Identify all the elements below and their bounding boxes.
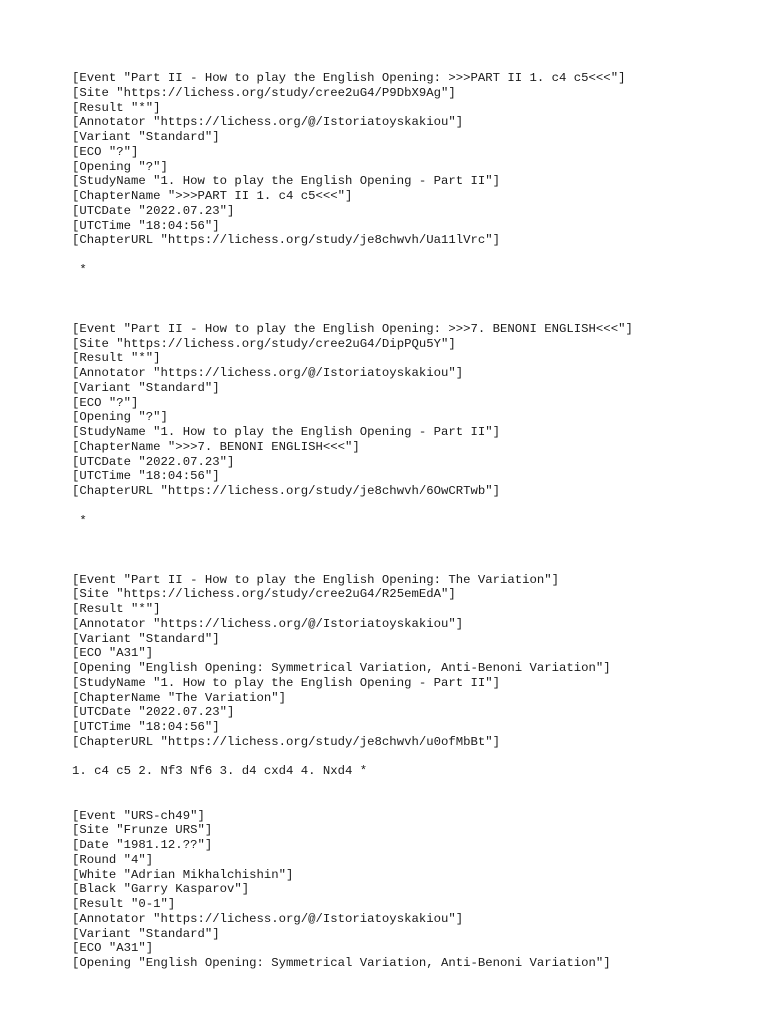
pgn-header-event: [Event "Part II - How to play the English Opening: >>>7. BENONI ENGLISH<<<"] — [72, 321, 633, 336]
pgn-header-opening: [Opening "?"] — [72, 159, 168, 174]
pgn-header-variant: [Variant "Standard"] — [72, 631, 220, 646]
pgn-header-eco: [ECO "A31"] — [72, 646, 154, 661]
pgn-header-studyname: [StudyName "1. How to play the English Opening - Part II"] — [72, 425, 501, 439]
pgn-header-result: [Result "0-1"] — [72, 897, 176, 911]
pgn-header-opening: [Opening "English Opening: Symmetrical Variation, Anti-Benoni Variation"] — [72, 956, 611, 970]
pgn-header-result: [Result "*"] — [72, 351, 161, 366]
pgn-header-variant: [Variant "Standard"] — [72, 926, 220, 941]
pgn-header-opening: [Opening "English Opening: Symmetrical Variation, Anti-Benoni Variation"] — [72, 661, 611, 675]
pgn-header-result: [Result "*"] — [72, 602, 161, 616]
pgn-header-date: [Date "1981.12.??"] — [72, 838, 213, 852]
pgn-header-utcdate: [UTCDate "2022.07.23"] — [72, 705, 235, 720]
pgn-header-annotator: [Annotator "https://lichess.org/@/Istoriatoyskakiou"] — [72, 911, 464, 926]
pgn-header-eco: [ECO "?"] — [72, 395, 139, 410]
pgn-header-chapterurl: [ChapterURL "https://lichess.org/study/je8chwvh/u0ofMbBt"] — [72, 734, 501, 749]
pgn-header-event: [Event "URS-ch49"] — [72, 808, 205, 823]
pgn-header-annotator: [Annotator "https://lichess.org/@/Istoriatoyskakiou"] — [72, 366, 464, 380]
pgn-header-eco: [ECO "?"] — [72, 144, 139, 159]
pgn-movetext: 1. c4 c5 2. Nf3 Nf6 3. d4 cxd4 4. Nxd4 * — [72, 764, 368, 779]
pgn-header-utcdate: [UTCDate "2022.07.23"] — [72, 203, 235, 218]
pgn-document — [72, 71, 752, 971]
pgn-header-utctime: [UTCTime "18:04:56"] — [72, 218, 220, 233]
pgn-game-1 — [72, 71, 752, 278]
pgn-header-chaptername: [ChapterName "The Variation"] — [72, 690, 287, 705]
pgn-game-4 — [72, 809, 752, 971]
pgn-header-eco: [ECO "A31"] — [72, 941, 154, 956]
pgn-header-event: [Event "Part II - How to play the English Opening: >>>PART II 1. c4 c5<<<"] — [72, 71, 626, 85]
pgn-game-2 — [72, 322, 752, 529]
pgn-header-chaptername: [ChapterName ">>>PART II 1. c4 c5<<<"] — [72, 189, 353, 203]
pgn-header-black: [Black "Garry Kasparov"] — [72, 882, 250, 897]
pgn-header-site: [Site "https://lichess.org/study/cree2uG4/R25emEdA"] — [72, 587, 456, 602]
pgn-header-event: [Event "Part II - How to play the English Opening: The Variation"] — [72, 572, 560, 587]
pgn-header-chapterurl: [ChapterURL "https://lichess.org/study/je8chwvh/Ua11lVrc"] — [72, 233, 501, 248]
pgn-header-annotator: [Annotator "https://lichess.org/@/Istoriatoyskakiou"] — [72, 115, 464, 130]
pgn-header-site: [Site "Frunze URS"] — [72, 823, 213, 838]
pgn-header-studyname: [StudyName "1. How to play the English Opening - Part II"] — [72, 675, 501, 690]
pgn-header-variant: [Variant "Standard"] — [72, 130, 220, 144]
pgn-movetext: * — [72, 513, 87, 528]
pgn-header-variant: [Variant "Standard"] — [72, 380, 220, 395]
pgn-header-round: [Round "4"] — [72, 852, 154, 867]
pgn-header-utctime: [UTCTime "18:04:56"] — [72, 720, 220, 734]
pgn-header-result: [Result "*"] — [72, 100, 161, 115]
pgn-header-white: [White "Adrian Mikhalchishin"] — [72, 867, 294, 882]
pgn-header-chaptername: [ChapterName ">>>7. BENONI ENGLISH<<<"] — [72, 439, 360, 454]
pgn-game-3 — [72, 573, 752, 780]
pgn-movetext: * — [72, 262, 87, 277]
pgn-header-chapterurl: [ChapterURL "https://lichess.org/study/je8chwvh/6OwCRTwb"] — [72, 484, 501, 498]
pgn-header-utcdate: [UTCDate "2022.07.23"] — [72, 454, 235, 469]
pgn-header-annotator: [Annotator "https://lichess.org/@/Istoriatoyskakiou"] — [72, 616, 464, 631]
pgn-header-site: [Site "https://lichess.org/study/cree2uG4/P9DbX9Ag"] — [72, 85, 456, 100]
pgn-header-utctime: [UTCTime "18:04:56"] — [72, 469, 220, 484]
pgn-header-studyname: [StudyName "1. How to play the English Opening - Part II"] — [72, 174, 501, 189]
pgn-header-site: [Site "https://lichess.org/study/cree2uG4/DipPQu5Y"] — [72, 336, 456, 351]
pgn-header-opening: [Opening "?"] — [72, 410, 168, 425]
